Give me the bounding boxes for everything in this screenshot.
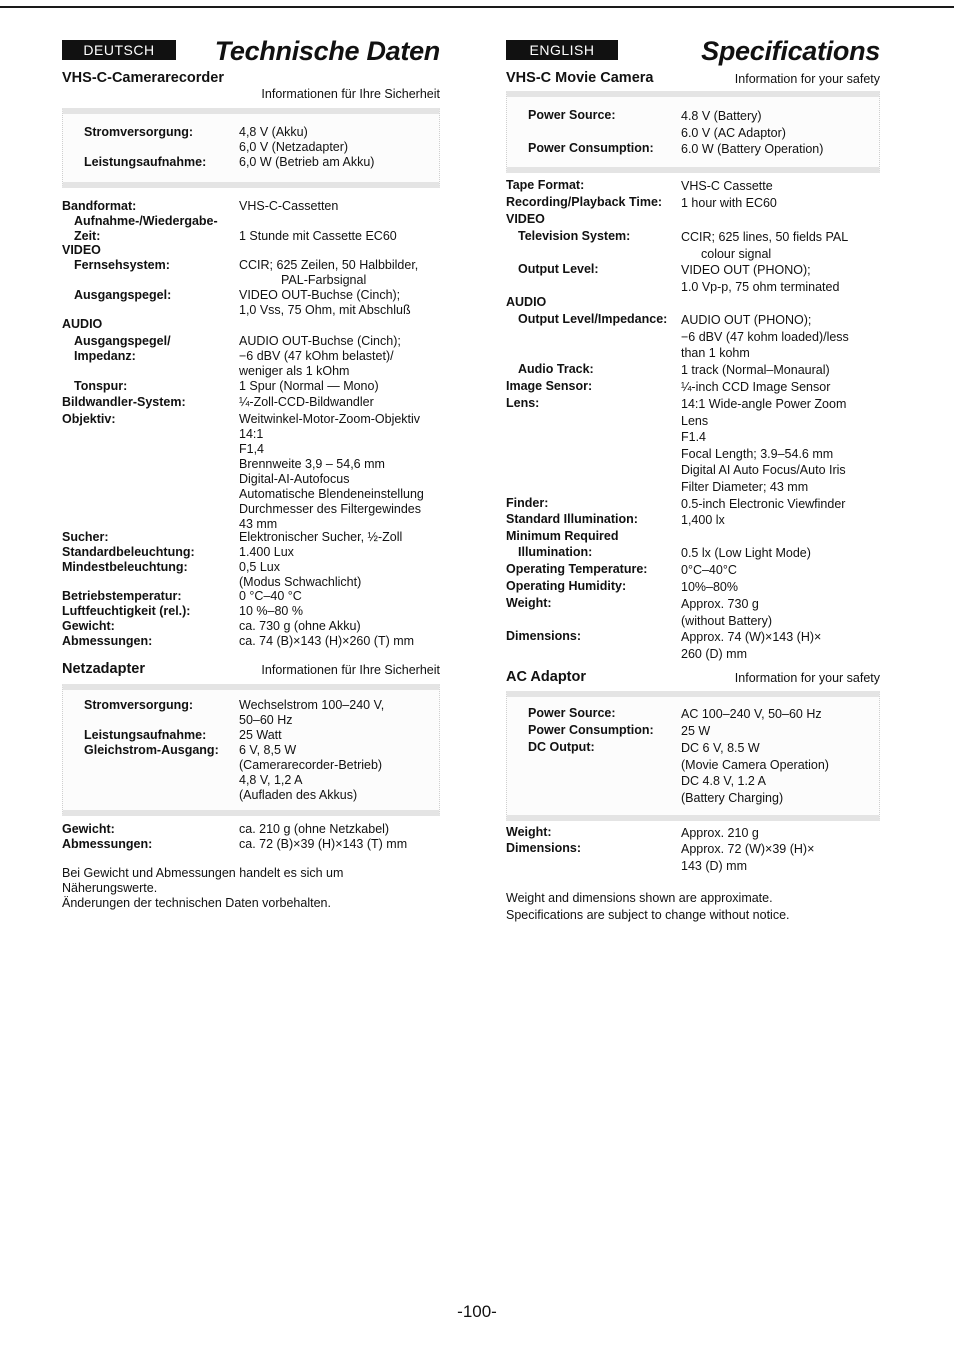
spec-value-line: Wechselstrom 100–240 V,: [239, 698, 385, 712]
top-rule: [0, 6, 954, 8]
spec-value: [681, 723, 710, 740]
spec-label: Television System:: [518, 229, 631, 243]
spec-label: Impedanz:: [74, 349, 136, 363]
adapter-safety-note: Information for your safety: [734, 671, 880, 685]
spec-value-line: Approx. 210 g: [681, 826, 759, 840]
spec-label: Gewicht:: [62, 619, 115, 633]
spec-value-line: VHS-C-Cassetten: [239, 199, 339, 213]
spec-value-line: 43 mm: [239, 517, 278, 531]
spec-value-line: Digital-AI-Autofocus: [239, 472, 350, 486]
spec-value: [681, 596, 772, 629]
spec-value-line: (Battery Charging): [681, 790, 784, 805]
footnote-line: Änderungen der technischen Daten vorbehalten.: [62, 896, 331, 910]
spec-value: [239, 728, 282, 743]
spec-value: [681, 141, 823, 158]
spec-label: Luftfeuchtigkeit (rel.):: [62, 604, 191, 618]
spec-value: [681, 178, 773, 195]
spec-label: Leistungsaufnahme:: [84, 728, 207, 742]
spec-value-line: Elektronischer Sucher, ½-Zoll: [239, 530, 403, 544]
spec-label: Bildwandler-System:: [62, 395, 186, 409]
spec-value-line: −6 dBV (47 kOhm belastet)/: [239, 349, 394, 363]
spec-label: Illumination:: [518, 545, 593, 559]
spec-value-line: 6.0 W (Battery Operation): [681, 142, 824, 156]
spec-value: [681, 362, 830, 379]
spec-value-line: Weitwinkel-Motor-Zoom-Objektiv: [239, 412, 421, 426]
spec-value-line: Filter Diameter; 43 mm: [681, 479, 809, 494]
spec-label: Tonspur:: [74, 379, 128, 393]
spec-value-line: 1 Spur (Normal — Mono): [239, 379, 379, 393]
spec-value-line: 260 (D) mm: [681, 646, 747, 661]
spec-value: [681, 379, 830, 396]
spec-value-line: 6,0 W (Betrieb am Akku): [239, 155, 375, 169]
spec-value: [239, 560, 361, 590]
spec-label: Operating Humidity:: [506, 579, 627, 593]
spec-value-line: 25 W: [681, 724, 711, 738]
spec-value-line: PAL-Farbsignal: [281, 273, 367, 287]
spec-value-line: 0°C–40°C: [681, 563, 737, 577]
spec-value-line: Approx. 730 g: [681, 597, 759, 611]
spec-value: [239, 530, 402, 545]
spec-label: Sucher:: [62, 530, 109, 544]
spec-label: Audio Track:: [518, 362, 594, 376]
spec-value: [239, 395, 374, 410]
spec-label: Dimensions:: [506, 629, 582, 643]
spec-label: Operating Temperature:: [506, 562, 648, 576]
spec-label: Stromversorgung:: [84, 125, 194, 139]
spec-value-line: 14:1 Wide-angle Power Zoom: [681, 397, 847, 411]
spec-value: [681, 579, 738, 596]
spec-value: [239, 837, 407, 852]
spec-value-line: CCIR; 625 Zeilen, 50 Halbbilder,: [239, 258, 419, 272]
spec-label: Fernsehsystem:: [74, 258, 170, 272]
spec-label: Zeit:: [74, 229, 101, 243]
spec-value: [681, 512, 725, 529]
spec-value-line: 50–60 Hz: [239, 713, 293, 727]
spec-value-line: Lens: [681, 413, 709, 428]
spec-value: [239, 125, 348, 155]
spec-value: [681, 312, 849, 362]
spec-value-line: Brennweite 3,9 – 54,6 mm: [239, 457, 385, 471]
spec-value: [681, 825, 759, 842]
spec-label: Power Source:: [528, 706, 616, 720]
spec-value: [681, 740, 829, 806]
language-badge: ENGLISH: [506, 40, 618, 60]
spec-value-line: AUDIO OUT (PHONO);: [681, 313, 812, 327]
spec-value-line: (Aufladen des Akkus): [239, 788, 358, 802]
spec-value-line: ¼-Zoll-CCD-Bildwandler: [239, 395, 374, 409]
spec-value-line: 0,5 Lux: [239, 560, 281, 574]
adapter-section-heading: Netzadapter: [62, 661, 145, 677]
adapter-section-heading: AC Adaptor: [506, 669, 587, 685]
spec-value: [239, 412, 424, 532]
footnote-line: Näherungswerte.: [62, 881, 158, 895]
spec-label: VIDEO: [506, 212, 545, 226]
spec-value-line: 1.0 Vp-p, 75 ohm terminated: [681, 279, 840, 294]
spec-value-line: 0.5 lx (Low Light Mode): [681, 546, 811, 560]
spec-value-line: 0 °C–40 °C: [239, 589, 302, 603]
spec-value-line: 4.8 V (Battery): [681, 109, 762, 123]
spec-value-line: ¼-inch CCD Image Sensor: [681, 380, 831, 394]
spec-value: [681, 706, 822, 723]
spec-value-line: 1 Stunde mit Cassette EC60: [239, 229, 397, 243]
spec-value: [239, 589, 302, 604]
safety-note: Information for your safety: [734, 72, 880, 86]
spec-value: [239, 743, 382, 803]
spec-label: Ausgangspegel/: [74, 334, 171, 348]
spec-value-line: VHS-C Cassette: [681, 179, 773, 193]
spec-value-line: Approx. 74 (W)×143 (H)×: [681, 630, 822, 644]
spec-value-line: Automatische Blendeneinstellung: [239, 487, 424, 501]
spec-label: Bandformat:: [62, 199, 137, 213]
spec-value-line: ca. 72 (B)×39 (H)×143 (T) mm: [239, 837, 408, 851]
spec-value: [239, 698, 384, 728]
page-title: Specifications: [701, 36, 880, 66]
spec-value-line: DC 4.8 V, 1.2 A: [681, 774, 767, 789]
spec-value-line: F1.4: [681, 430, 707, 445]
spec-value-line: −6 dBV (47 kohm loaded)/less: [681, 329, 849, 344]
spec-value-line: CCIR; 625 lines, 50 fields PAL: [681, 230, 849, 244]
spec-label: Abmessungen:: [62, 634, 153, 648]
camera-section-heading: VHS-C Movie Camera: [506, 70, 654, 86]
spec-label: Output Level/Impedance:: [518, 312, 668, 326]
spec-label: Minimum Required: [506, 529, 619, 543]
spec-label: Objektiv:: [62, 412, 116, 426]
spec-value-line: colour signal: [701, 246, 772, 261]
spec-label: Weight:: [506, 825, 552, 839]
spec-value-line: 10%–80%: [681, 580, 738, 594]
spec-value: [239, 334, 401, 349]
spec-value: [239, 288, 411, 318]
spec-value-line: VIDEO OUT-Buchse (Cinch);: [239, 288, 401, 302]
spec-value-line: 1,0 Vss, 75 Ohm, mit Abschluß: [239, 303, 411, 317]
spec-value-line: Digital AI Auto Focus/Auto Iris: [681, 463, 846, 478]
spec-label: Tape Format:: [506, 178, 585, 192]
spec-value: [681, 496, 845, 513]
spec-value: [239, 619, 361, 634]
spec-value-line: Focal Length; 3.9–54.6 mm: [681, 446, 834, 461]
spec-label: Leistungsaufnahme:: [84, 155, 207, 169]
footnote-line: Specifications are subject to change without notice.: [506, 908, 790, 922]
spec-value-line: 4,8 V (Akku): [239, 125, 308, 139]
spec-label: Gleichstrom-Ausgang:: [84, 743, 219, 757]
spec-value-line: 14:1: [239, 427, 264, 441]
spec-label: Power Source:: [528, 108, 616, 122]
spec-value-line: 4,8 V, 1,2 A: [239, 773, 303, 787]
spec-label: Mindestbeleuchtung:: [62, 560, 188, 574]
spec-value-line: (Movie Camera Operation): [681, 757, 829, 772]
spec-label: Finder:: [506, 496, 549, 510]
spec-value-line: than 1 kohm: [681, 346, 750, 361]
spec-value: [239, 604, 303, 619]
spec-value-line: 10 %–80 %: [239, 604, 303, 618]
page-title: Technische Daten: [214, 36, 440, 66]
spec-label: Ausgangspegel:: [74, 288, 172, 302]
spec-value-line: 6.0 V (AC Adaptor): [681, 125, 786, 140]
spec-value-line: AUDIO OUT-Buchse (Cinch);: [239, 334, 401, 348]
spec-label: Output Level:: [518, 262, 599, 276]
adapter-safety-note: Informationen für Ihre Sicherheit: [261, 663, 440, 677]
spec-value-line: 1,400 lx: [681, 513, 725, 527]
spec-value: [239, 155, 374, 170]
spec-label: Standard Illumination:: [506, 512, 638, 526]
spec-value: [239, 229, 397, 244]
spec-value: [239, 545, 294, 560]
spec-value: [681, 562, 737, 579]
camera-section-heading: VHS-C-Camerarecorder: [62, 70, 224, 86]
safety-note: Informationen für Ihre Sicherheit: [261, 87, 440, 101]
spec-label: Power Consumption:: [528, 141, 654, 155]
spec-label: Dimensions:: [506, 841, 582, 855]
spec-label: Abmessungen:: [62, 837, 153, 851]
spec-label: Power Consumption:: [528, 723, 654, 737]
spec-value-line: ca. 210 g (ohne Netzkabel): [239, 822, 390, 836]
spec-value-line: 1.400 Lux: [239, 545, 294, 559]
spec-value-line: 0.5-inch Electronic Viewfinder: [681, 497, 846, 511]
spec-value-line: 1 track (Normal–Monaural): [681, 363, 830, 377]
spec-label: Standardbeleuchtung:: [62, 545, 195, 559]
spec-value: [681, 262, 839, 295]
spec-value-line: DC 6 V, 8.5 W: [681, 741, 760, 755]
spec-value: [239, 364, 349, 379]
spec-label: Recording/Playback Time:: [506, 195, 663, 209]
spec-value-line: weniger als 1 kOhm: [239, 364, 350, 378]
spec-value: [239, 349, 394, 364]
spec-value-line: ca. 730 g (ohne Akku): [239, 619, 361, 633]
spec-label: Betriebstemperatur:: [62, 589, 182, 603]
spec-value: [239, 822, 389, 837]
spec-label: Image Sensor:: [506, 379, 593, 393]
spec-value-line: AC 100–240 V, 50–60 Hz: [681, 707, 822, 721]
spec-value: [239, 199, 338, 214]
spec-label: DC Output:: [528, 740, 595, 754]
spec-label: Stromversorgung:: [84, 698, 194, 712]
spec-label: AUDIO: [506, 295, 547, 309]
footnote-line: Weight and dimensions shown are approximate.: [506, 891, 773, 905]
spec-label: AUDIO: [62, 317, 103, 331]
spec-value-line: (Camerarecorder-Betrieb): [239, 758, 383, 772]
spec-value-line: 6 V, 8,5 W: [239, 743, 297, 757]
spec-value: [239, 379, 379, 394]
spec-label: Gewicht:: [62, 822, 115, 836]
spec-value-line: Durchmesser des Filtergewindes: [239, 502, 422, 516]
spec-value-line: 1 hour with EC60: [681, 196, 777, 210]
spec-value-line: ca. 74 (B)×143 (H)×260 (T) mm: [239, 634, 415, 648]
spec-label: Aufnahme-/Wiedergabe-: [74, 214, 218, 228]
spec-value: [239, 634, 414, 649]
spec-value: [681, 229, 848, 262]
spec-label: Weight:: [506, 596, 552, 610]
page-number: -100-: [457, 1302, 497, 1321]
spec-value: [681, 545, 811, 562]
spec-value: [681, 195, 777, 212]
spec-value-line: 6,0 V (Netzadapter): [239, 140, 349, 154]
spec-value: [681, 108, 786, 141]
spec-value: [681, 841, 814, 874]
spec-label: VIDEO: [62, 243, 101, 257]
spec-label: Lens:: [506, 396, 540, 410]
footnote-line: Bei Gewicht und Abmessungen handelt es sich um: [62, 866, 344, 880]
spec-value: [681, 396, 846, 496]
spec-value-line: Approx. 72 (W)×39 (H)×: [681, 842, 815, 856]
spec-value-line: VIDEO OUT (PHONO);: [681, 263, 811, 277]
spec-value: [681, 629, 821, 662]
spec-value-line: (without Battery): [681, 613, 773, 628]
spec-value: [239, 258, 418, 288]
spec-value-line: F1,4: [239, 442, 265, 456]
spec-value-line: 143 (D) mm: [681, 858, 747, 873]
language-badge: DEUTSCH: [62, 40, 176, 60]
spec-value-line: 25 Watt: [239, 728, 282, 742]
spec-value-line: (Modus Schwachlicht): [239, 575, 362, 589]
